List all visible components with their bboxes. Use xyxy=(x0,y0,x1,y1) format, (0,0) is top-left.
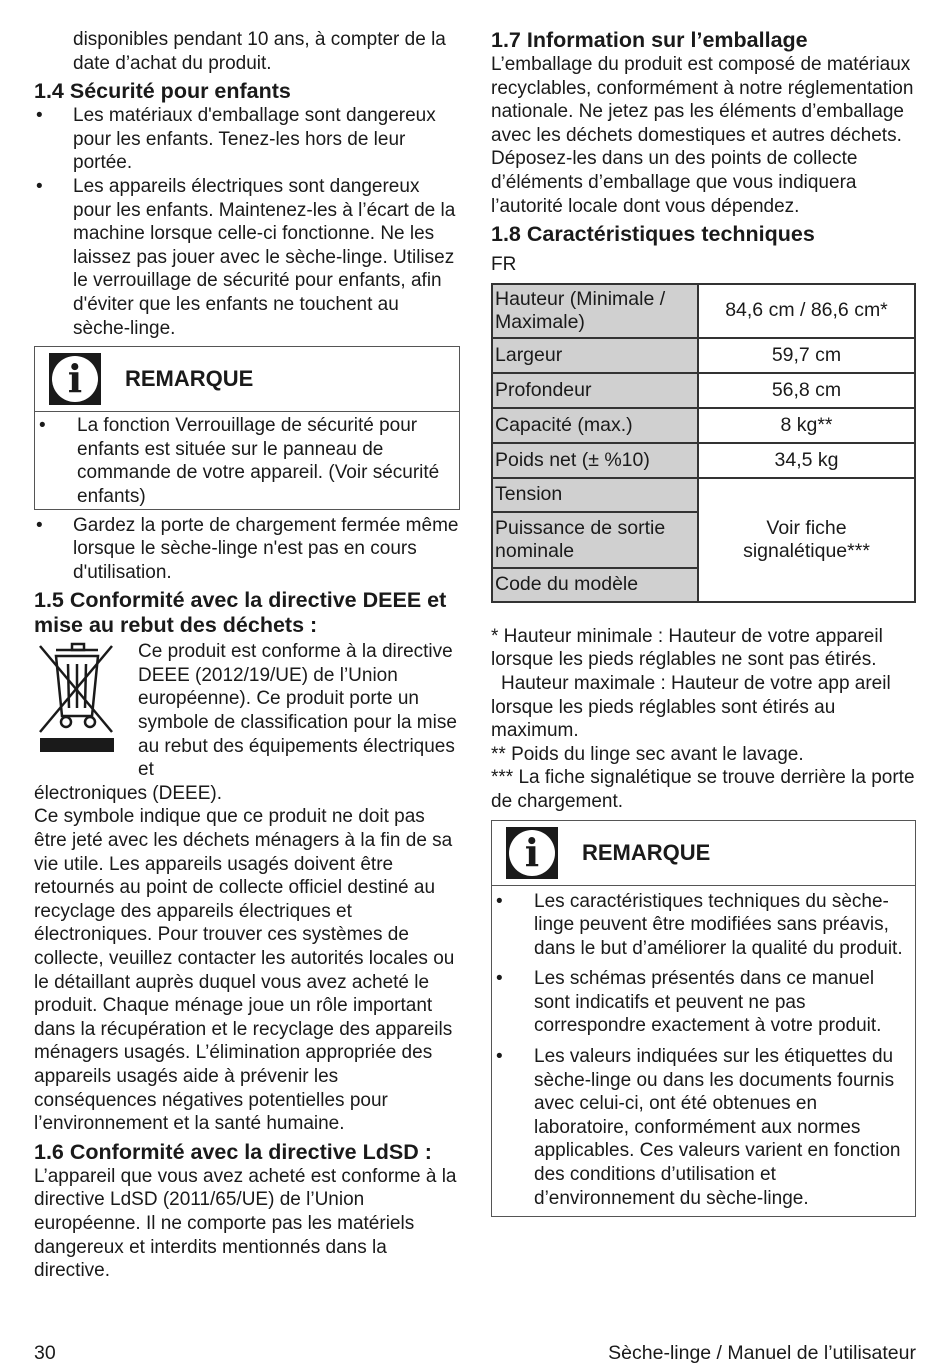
list-item: • La fonction Verrouillage de sécurité pour enfants est située sur le panneau de commande de votre appareil. (Voir sécurité enfants) xyxy=(35,414,459,508)
section-1-8-title: 1.8 Caractéristiques techniques xyxy=(491,222,815,247)
section-1-4-title: 1.4 Sécurité pour enfants xyxy=(34,79,291,104)
weee-text-cont: électroniques (DEEE). xyxy=(34,782,222,804)
right-column xyxy=(491,28,916,1217)
section-1-7-title: 1.7 Information sur l’emballage xyxy=(491,28,808,52)
weee-block xyxy=(34,640,460,782)
note-title: REMARQUE xyxy=(125,366,254,392)
spec-label: Largeur xyxy=(492,338,698,373)
note-box xyxy=(491,820,916,1218)
spec-value: 56,8 cm xyxy=(698,373,915,408)
list-item: • Les caractéristiques techniques du sèche-linge peuvent être modifiées sans préavis, dans le but d’améliorer la qualité du produit. xyxy=(492,890,915,961)
note-list xyxy=(35,412,459,508)
footnotes xyxy=(491,625,916,814)
section-1-6-para: L’appareil que vous avez acheté est conforme à la directive LdSD (2011/65/UE) de l’Union européenne. Il ne comporte pas les matériels dangereux et interdits mentionnés dans la directive. xyxy=(34,1165,457,1282)
weee-text: Ce produit est conforme à la directive DEEE (2012/19/UE) de l’Union européenne). Ce produit porte un symbole de classification pour la mise au rebut des équipements électriques et xyxy=(138,641,457,781)
spec-merged-value: Voir fiche signalétique*** xyxy=(698,478,915,602)
spec-value: 8 kg** xyxy=(698,408,915,443)
spec-label: Poids net (± %10) xyxy=(492,443,698,478)
footnote: Hauteur maximale : Hauteur de votre app areil lorsque les pieds réglables sont étirés au maximum. xyxy=(491,672,891,742)
table-row xyxy=(492,373,915,408)
list-item: • Les appareils électriques sont dangereux pour les enfants. Maintenez-les à l’écart de la machine lorsque celle-ci fonctionne. Ne les laissez pas jouer avec le sèche-linge. Utilisez le verrouillage de sécurité pour enfants, afin d'éviter que les enfants ne touchent au sèche-linge. xyxy=(34,175,460,340)
table-row xyxy=(492,338,915,373)
spec-label: Tension xyxy=(492,478,698,512)
spec-label: Profondeur xyxy=(492,373,698,408)
note-list xyxy=(492,886,915,1217)
note-header xyxy=(492,821,915,886)
footnote: * Hauteur minimale : Hauteur de votre appareil lorsque les pieds réglables ne sont pas étirés. xyxy=(491,625,883,671)
list-item: • Les schémas présentés dans ce manuel sont indicatifs et peuvent ne pas correspondre exactement à votre produit. xyxy=(492,967,915,1038)
section-1-7-para: L’emballage du produit est composé de matériaux recyclables, conformément à notre réglementation nationale. Ne jetez pas les éléments d’emballage avec les déchets domestiques et autres déchets. Déposez-les dans un des points de collecte d’éléments d’emballage que vous indiquera l’autorité locale dont vous dépendez. xyxy=(491,54,914,217)
spec-table xyxy=(491,283,916,603)
section-1-4-list xyxy=(34,104,460,340)
note-box xyxy=(34,346,460,509)
intro-text: disponibles pendant 10 ans, à compter de la date d’achat du produit. xyxy=(73,29,446,74)
info-icon: i xyxy=(49,353,101,405)
weee-bin-icon xyxy=(34,640,138,782)
section-1-6-title: 1.6 Conformité avec la directive LdSD : xyxy=(34,1139,432,1164)
list-item: • Les matériaux d'emballage sont dangereux pour les enfants. Tenez-les hors de leur portée. xyxy=(34,104,460,175)
table-row xyxy=(492,478,915,512)
spec-label: Hauteur (Minimale / Maximale) xyxy=(492,284,698,338)
info-icon: i xyxy=(506,827,558,879)
left-column xyxy=(34,28,460,1283)
footer-title: Sèche-linge / Manuel de l’utilisateur xyxy=(608,1342,916,1364)
table-row xyxy=(492,408,915,443)
note-title: REMARQUE xyxy=(582,839,711,865)
spec-label: Code du modèle xyxy=(492,568,698,602)
section-1-5-title: 1.5 Conformité avec la directive DEEE et mise au rebut des déchets : xyxy=(34,588,447,638)
door-list xyxy=(34,514,460,585)
table-row xyxy=(492,284,915,338)
table-row xyxy=(492,443,915,478)
footnote: *** La fiche signalétique se trouve derrière la porte de chargement. xyxy=(491,767,915,812)
section-1-5-para: Ce symbole indique que ce produit ne doit pas être jeté avec les déchets ménagers à la fin de sa vie utile. Les appareils usagés doivent être retournés au point de collecte officiel destiné au recyclage des appareils électriques et électroniques. Pour trouver ces systèmes de collecte, veuillez contacter les autorités locales ou le détaillant auprès duquel vous avez acheté le produit. Chaque ménage joue un rôle important dans la récupération et le recyclage des appareils ménagers usagés. L’élimination appropriée des appareils usagés aide à prévenir les conséquences négatives potentielles pour l’environnement et la santé humaine. xyxy=(34,806,455,1135)
spec-label: Puissance de sortie nominale xyxy=(492,512,698,568)
footnote: ** Poids du linge sec avant le lavage. xyxy=(491,743,804,765)
list-item: • Gardez la porte de chargement fermée même lorsque le sèche-linge n'est pas en cours d'utilisation. xyxy=(34,514,460,585)
spec-value: 84,6 cm / 86,6 cm* xyxy=(698,284,915,338)
spec-label: Capacité (max.) xyxy=(492,408,698,443)
page-number: 30 xyxy=(34,1342,56,1364)
language-code: FR xyxy=(491,254,517,276)
spec-value: 59,7 cm xyxy=(698,338,915,373)
note-header xyxy=(35,347,459,412)
spec-value: 34,5 kg xyxy=(698,443,915,478)
list-item: • Les valeurs indiquées sur les étiquettes du sèche-linge ou dans les documents fournis avec celui-ci, ont été obtenues en laboratoire, conformément aux normes applicables. Ces valeurs varient en fonction des conditions d’utilisation et d’environnement du sèche-linge. xyxy=(492,1045,915,1210)
